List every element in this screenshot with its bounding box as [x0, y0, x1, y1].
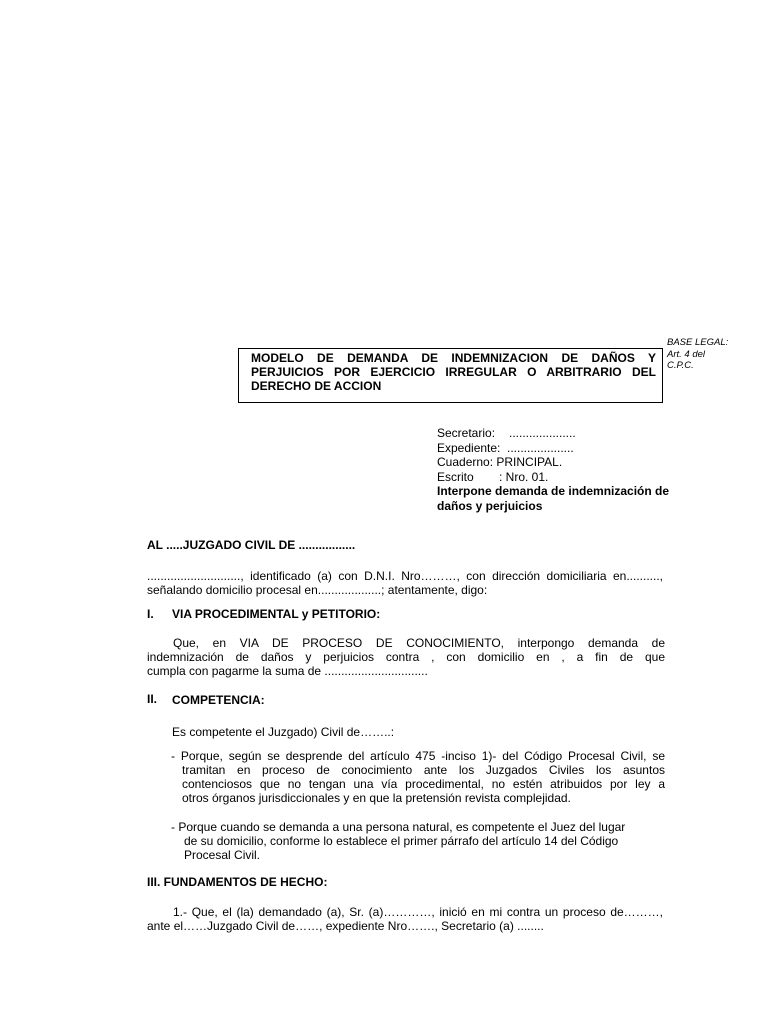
section-3-line-2: ante el……Juzgado Civil de……, expediente Nro……., Secretario (a) ........ [147, 919, 544, 933]
intro-paragraph [147, 569, 663, 597]
base-legal-label: BASE LEGAL: [667, 337, 729, 348]
secretario-row [437, 426, 677, 441]
bullet-2-line-1: - Porque cuando se demanda a una persona natural, es competente el Juez del lugar [171, 820, 626, 834]
base-legal-code: C.P.C. [667, 360, 694, 371]
section-1-line-1: Que, en VIA DE PROCESO DE CONOCIMIENTO, interpongo demanda de [173, 636, 665, 650]
section-1-line-3: cumpla con pagarme la suma de ............................... [147, 664, 428, 678]
section-2-bullet-1 [171, 749, 665, 805]
section-2-bullet-2 [171, 820, 665, 862]
section-1-body [147, 636, 665, 678]
section-1-line-2: indemnización de daños y perjuicios contra , con domicilio en , a fin de que [147, 650, 665, 664]
secretario-value: .................... [509, 426, 576, 440]
section-2-intro: Es competente el Juzgado) Civil de……..: [172, 725, 395, 739]
bullet-1-line-2: tramitan en proceso de conocimiento ante los Juzgados Civiles los asuntos [182, 763, 665, 777]
escrito-value: : Nro. 01. [499, 469, 549, 484]
section-3-body [147, 905, 663, 933]
document-title: MODELO DE DEMANDA DE INDEMNIZACION DE DAÑOS Y PERJUICIOS POR EJERCICIO IRREGULAR O ARBITRARIO DEL DERECHO DE ACCION [251, 351, 656, 393]
escrito-row [437, 470, 677, 485]
intro-line-1: ............................, identificado (a) con D.N.I. Nro………, con dirección domiciliaria en.........., [147, 569, 663, 583]
section-1-title: VIA PROCEDIMENTAL y PETITORIO: [172, 607, 381, 621]
section-2-number: II. [147, 692, 158, 706]
bullet-1-line-1: - Porque, según se desprende del artículo 475 -inciso 1)- del Código Procesal Civil, se [171, 749, 665, 763]
escrito-label: Escrito [437, 469, 474, 484]
bullet-1-line-3: contenciosos que no tengan una vía procedimental, no estén atribuidos por ley a [182, 777, 665, 791]
cuaderno-row: Cuaderno: PRINCIPAL. [437, 455, 563, 469]
addressee: AL .....JUZGADO CIVIL DE ................. [147, 538, 356, 552]
intro-line-2: señalando domicilio procesal en...................; atentamente, digo: [147, 583, 488, 597]
case-info-block [437, 426, 677, 513]
bullet-1-line-4: otros órganos jurisdiccionales y en que la pretensión revista complejidad. [182, 791, 571, 805]
expediente-label: Expediente: [437, 440, 501, 455]
section-3-title: III. FUNDAMENTOS DE HECHO: [147, 875, 328, 889]
base-legal-article: Art. 4 del [667, 348, 706, 360]
sumilla: Interpone demanda de indemnización de daños y perjuicios [437, 484, 670, 513]
bullet-2-line-2: de su domicilio, conforme lo establece el primer párrafo del artículo 14 del Código [184, 834, 619, 848]
document-title-box [238, 348, 663, 403]
expediente-value: .................... [507, 440, 574, 455]
base-legal-note [667, 337, 757, 372]
section-2-title: COMPETENCIA: [172, 693, 265, 707]
section-3-line-1: 1.- Que, el (la) demandado (a), Sr. (a)…………, inició en mi contra un proceso de………, [173, 905, 663, 919]
section-1-number: I. [147, 607, 154, 621]
expediente-row [437, 441, 677, 456]
bullet-2-line-3: Procesal Civil. [184, 848, 261, 862]
secretario-label: Secretario: [437, 426, 496, 440]
